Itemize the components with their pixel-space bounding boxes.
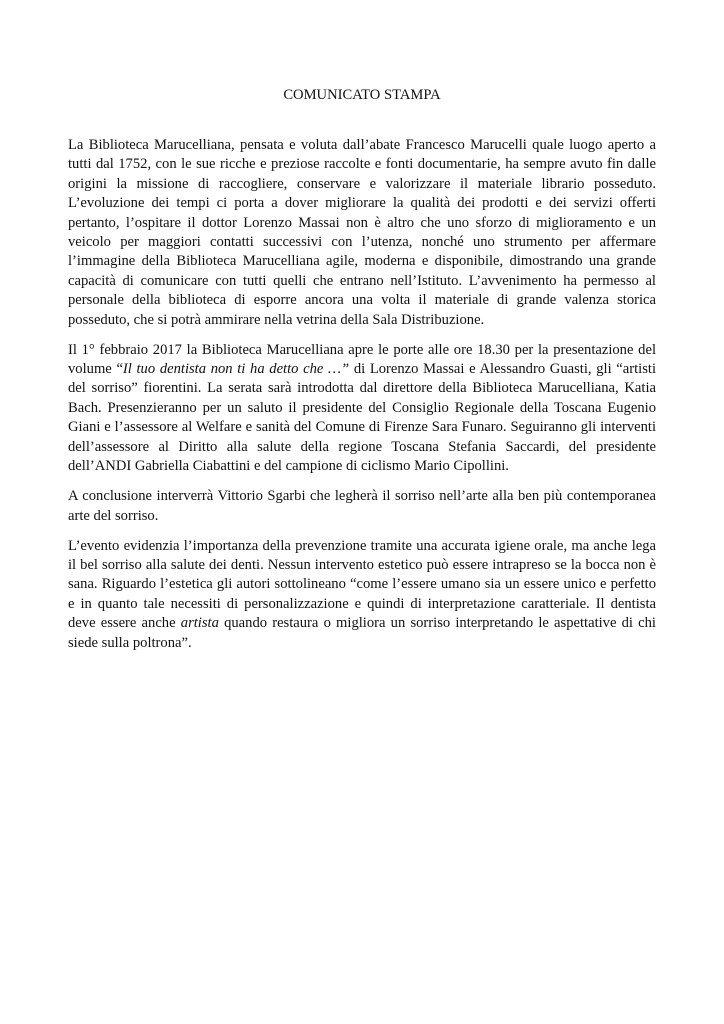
paragraph-prevention	[68, 537, 656, 653]
press-release-page	[68, 86, 656, 664]
paragraph-conclusion	[68, 487, 656, 526]
paragraph-text: quando restaura o migliora un sorriso interpretando le aspettative di chi siede sulla poltrona”.	[68, 615, 656, 651]
paragraph-event	[68, 341, 656, 477]
paragraph-text: L’evento evidenzia l’importanza della prevenzione tramite una accurata igiene orale, ma anche lega il bel sorriso alla salute dei denti. Nessun intervento estetico può essere intrapreso se la bocca non è sana. Riguardo l’estetica gli autori sottolineano “come l’essere umano sia un essere unico e perfetto e in quanto tale necessiti di personalizzazione e quindi di interpretazione caratteriale. Il dentista deve essere anche	[68, 537, 656, 632]
paragraph-text: Il 1° febbraio 2017 la Biblioteca Marucelliana apre le porte alle ore 18.30 per la presentazione del volume “	[68, 341, 656, 378]
book-title-italic: Il tuo dentista non ti ha detto che …”	[122, 361, 350, 378]
artista-italic: artista	[180, 615, 219, 632]
paragraph-intro	[68, 136, 656, 330]
paragraph-text: di Lorenzo Massai e Alessandro Guasti, gli “artisti del sorriso” fiorentini. La serata sarà introdotta dal direttore della Biblioteca Marucelliana, Katia Bach. Presenzieranno per un saluto il presidente del Consiglio Regionale della Toscana Eugenio Giani e l’assessore al Welfare e sanità del Comune di Firenze Sara Funaro. Seguiranno gli interventi dell’assessore al Diritto alla salute della regione Toscana Stefania Saccardi, del presidente dell’ANDI Gabriella Ciabattini e del campione di ciclismo Mario Cipollini.	[68, 361, 656, 475]
document-title: COMUNICATO STAMPA	[283, 87, 441, 103]
paragraph-text: A conclusione interverrà Vittorio Sgarbi che legherà il sorriso nell’arte alla ben più contemporanea arte del sorriso.	[68, 488, 656, 524]
paragraph-text: La Biblioteca Marucelliana, pensata e voluta dall’abate Francesco Marucelli quale luogo aperto a tutti dal 1752, con le sue ricche e preziose raccolte e fonti documentarie, ha sempre avuto fin dalle origini la missione di raccogliere, conservare e valorizzare il materiale librario posseduto. L’evoluzione dei tempi ci porta a dover migliorare la qualità dei prodotti e dei servizi offerti pertanto, l’ospitare il dottor Lorenzo Massai non è altro che uno sforzo di miglioramento e un veicolo per maggiori contatti successivi con l’utenza, nonché uno strumento per affermare l’immagine della Biblioteca Marucelliana agile, moderna e disponibile, dimostrando una grande capacità di comunicare con tutti quelli che entrano nell’Istituto. L’avvenimento ha permesso al personale della biblioteca di esporre ancora una volta il materiale di grande valenza storica posseduto, che si potrà ammirare nella vetrina della Sala Distribuzione.	[68, 137, 656, 328]
